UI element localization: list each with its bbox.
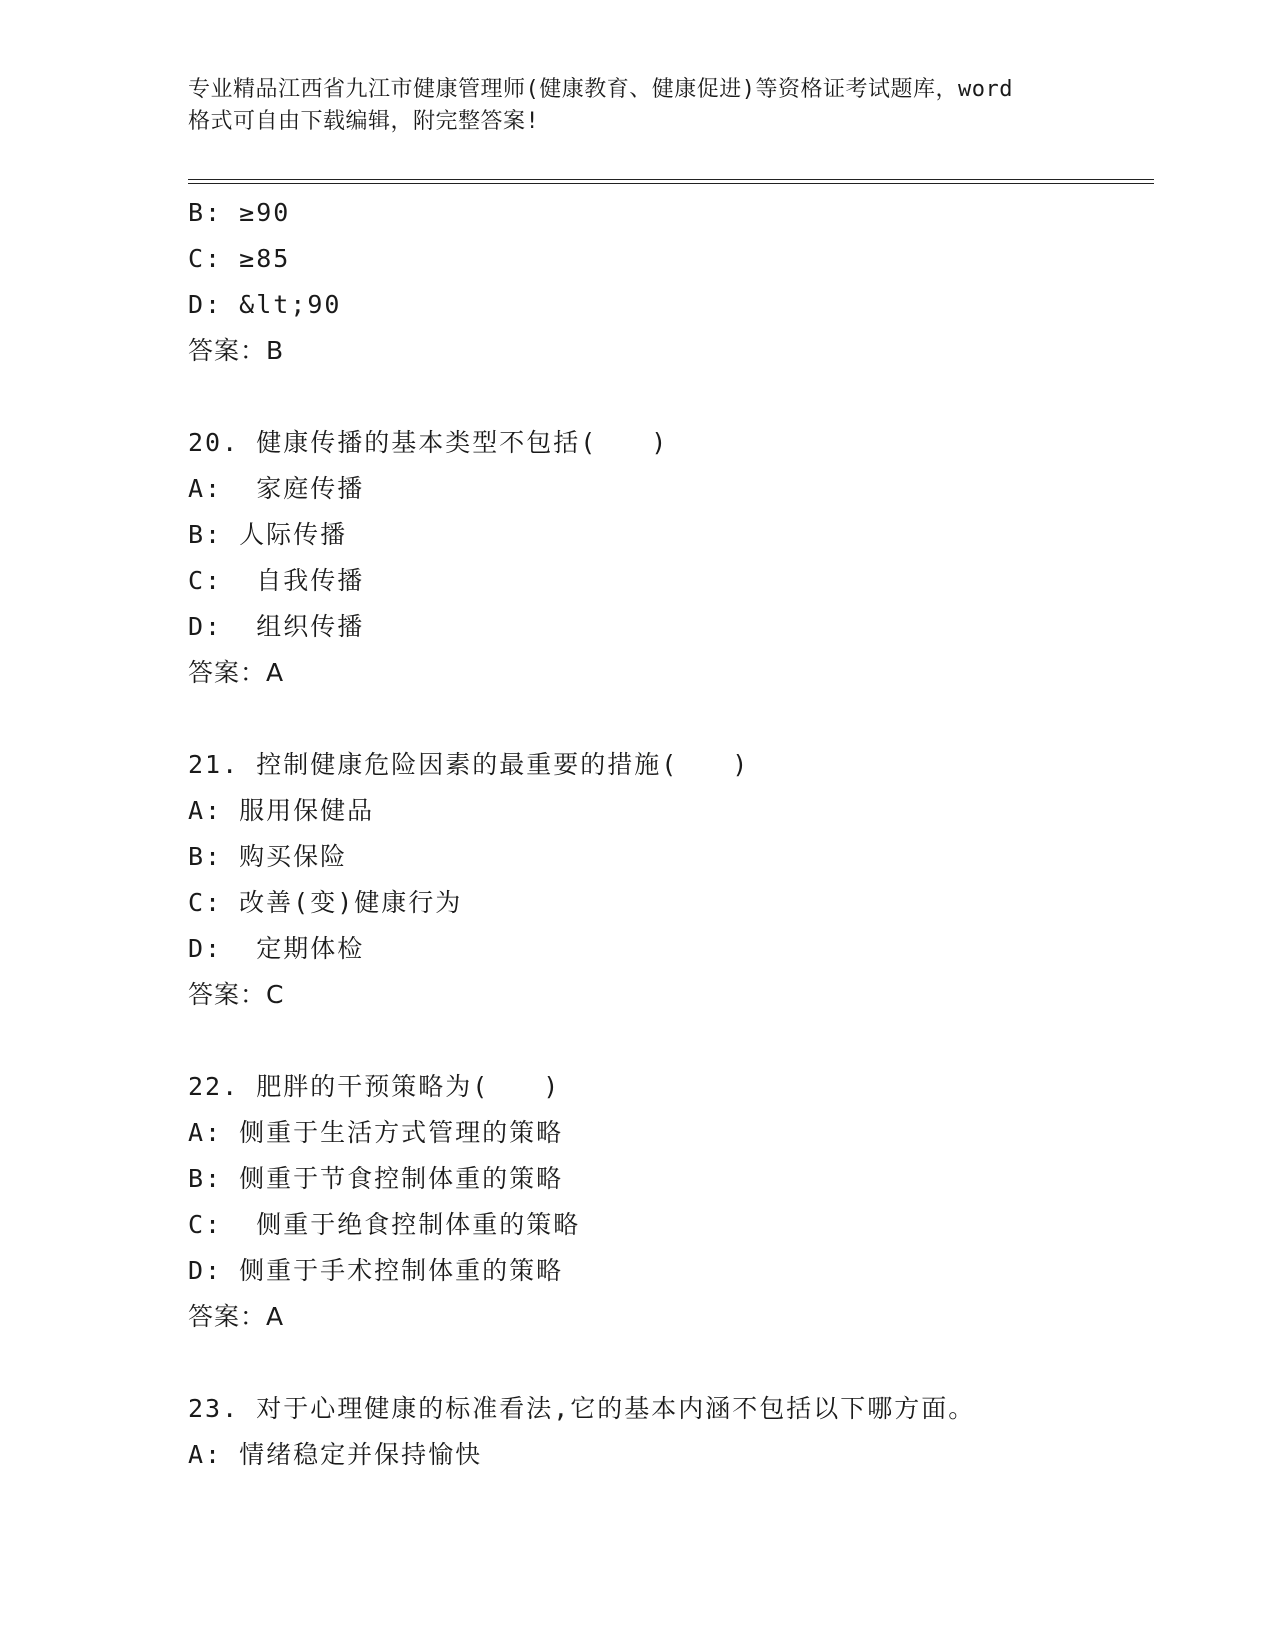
header-divider xyxy=(188,179,1154,184)
spacer xyxy=(188,1018,1154,1064)
spacer xyxy=(188,374,1154,420)
question-stem: 21. 控制健康危险因素的最重要的措施( ) xyxy=(188,750,750,779)
question-23 xyxy=(188,1386,1154,1478)
question-stem: 23. 对于心理健康的标准看法,它的基本内涵不包括以下哪方面。 xyxy=(188,1394,976,1423)
option-b: B: 人际传播 xyxy=(188,520,348,549)
option-b: B: ≥90 xyxy=(188,198,291,227)
spacer xyxy=(188,696,1154,742)
option-b: B: 购买保险 xyxy=(188,842,348,871)
answer: 答案：B xyxy=(188,336,285,365)
option-a: A: 服用保健品 xyxy=(188,796,375,825)
option-c: C: 自我传播 xyxy=(188,566,365,595)
spacer xyxy=(188,1340,1154,1386)
option-a: A: 家庭传播 xyxy=(188,474,365,503)
option-d: D: 定期体检 xyxy=(188,934,365,963)
option-c: C: 改善(变)健康行为 xyxy=(188,888,463,917)
option-b: B: 侧重于节食控制体重的策略 xyxy=(188,1164,564,1193)
prev-question xyxy=(188,190,1154,374)
page-header xyxy=(188,74,1088,138)
option-d: D: 侧重于手术控制体重的策略 xyxy=(188,1256,564,1285)
answer: 答案：A xyxy=(188,1302,285,1331)
option-a: A: 情绪稳定并保持愉快 xyxy=(188,1440,483,1469)
option-d: D: &lt;90 xyxy=(188,290,342,319)
question-21 xyxy=(188,742,1154,1018)
option-c: C: 侧重于绝食控制体重的策略 xyxy=(188,1210,581,1239)
option-c: C: ≥85 xyxy=(188,244,291,273)
answer: 答案：C xyxy=(188,980,285,1009)
option-a: A: 侧重于生活方式管理的策略 xyxy=(188,1118,564,1147)
question-stem: 20. 健康传播的基本类型不包括( ) xyxy=(188,428,669,457)
header-line-1: 专业精品江西省九江市健康管理师(健康教育、健康促进)等资格证考试题库，word xyxy=(188,77,1013,102)
question-22 xyxy=(188,1064,1154,1340)
option-d: D: 组织传播 xyxy=(188,612,365,641)
question-list xyxy=(188,190,1154,1478)
answer: 答案：A xyxy=(188,658,285,687)
header-line-2: 格式可自由下载编辑，附完整答案! xyxy=(188,109,540,134)
question-20 xyxy=(188,420,1154,696)
question-stem: 22. 肥胖的干预策略为( ) xyxy=(188,1072,561,1101)
